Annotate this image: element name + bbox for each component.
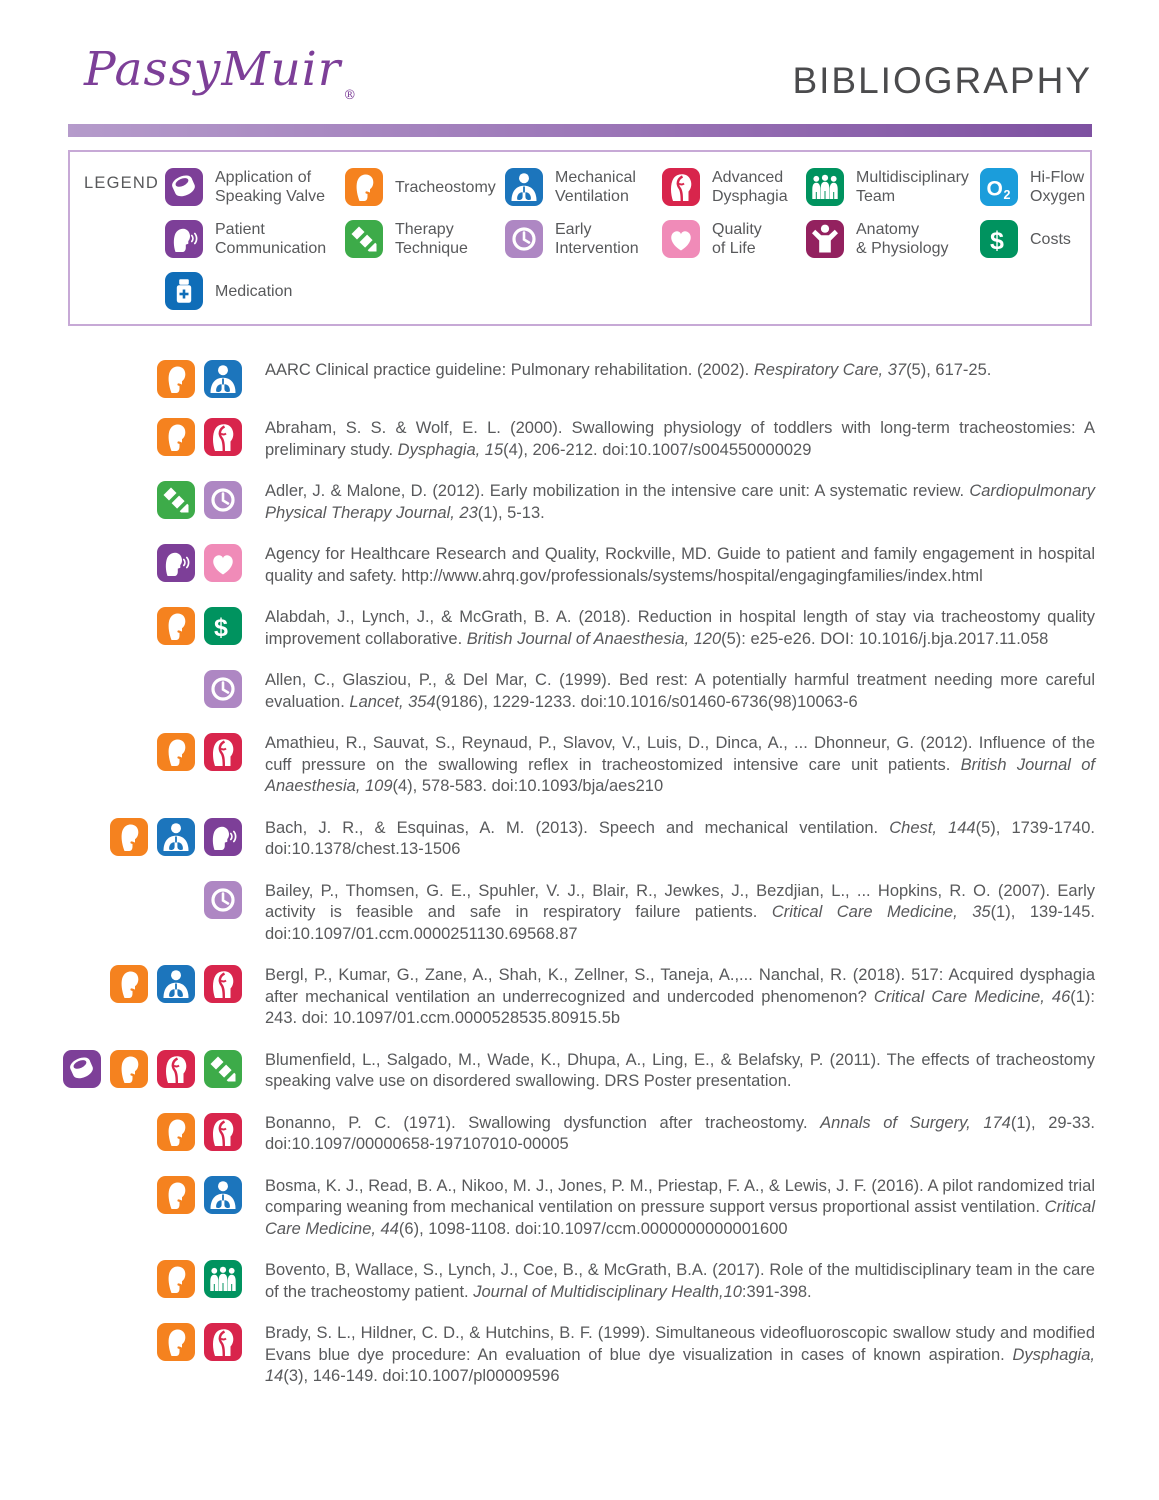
bibliography-entry: [0, 1176, 1159, 1241]
patient-communication-icon: [165, 220, 203, 258]
therapy-technique-icon: [204, 1050, 242, 1088]
citation-text: Agency for Healthcare Research and Quality, Rockville, MD. Guide to patient and family engagement in hospital quality and safety. http://www.ahrq.gov/professionals/systems/hospital/engagingfamilies/index.html: [265, 545, 1095, 585]
advanced-dysphagia-icon: [204, 418, 242, 456]
legend-item-advanced-dysphagia: [662, 168, 788, 206]
legend-item-label: Early Intervention: [555, 221, 639, 257]
advanced-dysphagia-icon: [204, 1113, 242, 1151]
legend-item-label: Application of Speaking Valve: [215, 169, 325, 205]
citation-text: AARC Clinical practice guideline: Pulmonary rehabilitation. (2002). Respiratory Care, 37(5), 617-25.: [265, 361, 992, 379]
entry-icons: [60, 481, 242, 519]
bibliography-entry: [0, 481, 1159, 524]
mechanical-ventilation-icon: [204, 1176, 242, 1214]
legend-item-speaking-valve: [165, 168, 325, 206]
anatomy-physiology-icon: [806, 220, 844, 258]
early-intervention-icon: [204, 881, 242, 919]
legend-item-early-intervention: [505, 220, 639, 258]
legend-item-label: Mechanical Ventilation: [555, 169, 636, 205]
svg-text:2: 2: [1003, 188, 1011, 202]
bibliography-entry: [0, 1113, 1159, 1156]
multidisciplinary-team-icon: [806, 168, 844, 206]
patient-communication-icon: [157, 544, 195, 582]
advanced-dysphagia-icon: [662, 168, 700, 206]
costs-icon: [204, 607, 242, 645]
legend-item-label: Medication: [215, 282, 293, 300]
legend-item-tracheostomy: [345, 168, 496, 206]
citation-text: Bach, J. R., & Esquinas, A. M. (2013). Speech and mechanical ventilation. Chest, 144(5), 1739-1740. doi:10.1378/chest.13-1506: [265, 818, 1095, 858]
tracheostomy-icon: [157, 1176, 195, 1214]
bibliography-entry: [0, 544, 1159, 587]
bibliography-entry: [0, 733, 1159, 798]
speaking-valve-icon: [63, 1050, 101, 1088]
bibliography-entry: [0, 881, 1159, 946]
tracheostomy-icon: [157, 360, 195, 398]
tracheostomy-icon: [157, 733, 195, 771]
citation-text: Bailey, P., Thomsen, G. E., Spuhler, V. J., Blair, R., Jewkes, J., Bezdjian, L., ... Hopkins, R. O. (2007). Early activity is feasible and safe in respiratory failure patients. Critical Care Medicine, 35(1), 139-145. doi:10.1097/01.ccm.0000251130.69568.87: [265, 881, 1095, 943]
therapy-technique-icon: [345, 220, 383, 258]
logo-text: PassyMuir: [84, 42, 342, 97]
legend-item-label: Quality of Life: [712, 221, 762, 257]
bibliography-entry: [0, 1050, 1159, 1093]
tracheostomy-icon: [157, 1260, 195, 1298]
citation-text: Alabdah, J., Lynch, J., & McGrath, B. A. (2018). Reduction in hospital length of stay via tracheostomy quality improvement collaborative. British Journal of Anaesthesia, 120(5): e25-e26. DOI: 10.1016/j.bja.2017.11.058: [265, 608, 1095, 648]
svg-text:$: $: [214, 614, 228, 642]
citation-text: Bonanno, P. C. (1971). Swallowing dysfunction after tracheostomy. Annals of Surgery, 174(1), 29-33. doi:10.1097/00000658-197107010-00005: [265, 1113, 1095, 1153]
costs-icon: [980, 220, 1018, 258]
legend-item-patient-communication: [165, 220, 326, 258]
entry-icons: [60, 418, 242, 456]
citation-text: Bergl, P., Kumar, G., Zane, A., Shah, K., Zellner, S., Taneja, A.,... Nanchal, R. (2018). 517: Acquired dysphagia after mechanical ventilation an underrecognized and undercoded phenomenon? Critical Care Medicine, 46(1): 243. doi: 10.1097/01.ccm.0000528535.80915.5b: [265, 966, 1095, 1027]
legend-item-label: Anatomy & Physiology: [856, 221, 949, 257]
entry-icons: [60, 1050, 242, 1088]
bibliography-entry: [0, 418, 1159, 461]
legend-item-label: Therapy Technique: [395, 221, 468, 257]
medication-icon: [165, 272, 203, 310]
legend-item-costs: [980, 220, 1071, 258]
therapy-technique-icon: [157, 481, 195, 519]
citation-text: Abraham, S. S. & Wolf, E. L. (2000). Swallowing physiology of toddlers with long-term tracheostomies: A preliminary study. Dysphagia, 15(4), 206-212. doi:10.1007/s004550000029: [265, 419, 1095, 459]
legend-box: [68, 150, 1092, 326]
divider-bar: [68, 124, 1092, 137]
tracheostomy-icon: [157, 607, 195, 645]
entry-icons: [60, 965, 242, 1003]
entry-icons: [60, 1176, 242, 1214]
entry-icons: [60, 818, 242, 856]
entry-icons: [60, 544, 242, 582]
legend-label: LEGEND: [84, 174, 160, 192]
legend-item-hi-flow-oxygen: [980, 168, 1085, 206]
entry-icons: [60, 1323, 242, 1361]
entry-icons: [60, 607, 242, 645]
mechanical-ventilation-icon: [505, 168, 543, 206]
passy-muir-logo: [84, 42, 357, 103]
mechanical-ventilation-icon: [157, 818, 195, 856]
multidisciplinary-team-icon: [204, 1260, 242, 1298]
tracheostomy-icon: [110, 1050, 148, 1088]
advanced-dysphagia-icon: [204, 733, 242, 771]
legend-item-therapy-technique: [345, 220, 468, 258]
legend-item-label: Costs: [1030, 230, 1071, 248]
tracheostomy-icon: [110, 818, 148, 856]
entry-icons: [60, 360, 242, 398]
bibliography-list: [0, 360, 1159, 1408]
bibliography-entry: [0, 670, 1159, 713]
legend-item-anatomy-physiology: [806, 220, 949, 258]
advanced-dysphagia-icon: [204, 965, 242, 1003]
tracheostomy-icon: [157, 418, 195, 456]
legend-item-medication: [165, 272, 292, 310]
bibliography-entry: [0, 965, 1159, 1030]
legend-item-quality-of-life: [662, 220, 762, 258]
bibliography-entry: [0, 1260, 1159, 1303]
early-intervention-icon: [204, 670, 242, 708]
svg-text:O: O: [986, 177, 1003, 201]
bibliography-entry: [0, 1323, 1159, 1388]
tracheostomy-icon: [157, 1323, 195, 1361]
bibliography-entry: [0, 818, 1159, 861]
legend-item-mechanical-ventilation: [505, 168, 636, 206]
early-intervention-icon: [505, 220, 543, 258]
bibliography-entry: [0, 360, 1159, 398]
tracheostomy-icon: [345, 168, 383, 206]
citation-text: Adler, J. & Malone, D. (2012). Early mobilization in the intensive care unit: A systematic review. Cardiopulmonary Physical Therapy Journal, 23(1), 5-13.: [265, 482, 1095, 522]
legend-item-label: Advanced Dysphagia: [712, 169, 788, 205]
citation-text: Allen, C., Glasziou, P., & Del Mar, C. (1999). Bed rest: A potentially harmful treatment needing more careful evaluation. Lancet, 354(9186), 1229-1233. doi:10.1016/s01460-6736(98)10063-6: [265, 671, 1095, 711]
tracheostomy-icon: [157, 1113, 195, 1151]
advanced-dysphagia-icon: [204, 1323, 242, 1361]
citation-text: Amathieu, R., Sauvat, S., Reynaud, P., Slavov, V., Luis, D., Dinca, A., ... Dhonneur, G. (2012). Influence of the cuff pressure on the swallowing reflex in tracheostomized intensive care unit patients. British Journal of Anaesthesia, 109(4), 578-583. doi:10.1093/bja/aes210: [265, 734, 1095, 795]
speaking-valve-icon: [165, 168, 203, 206]
legend-item-label: Multidisciplinary Team: [856, 169, 969, 205]
entry-icons: [60, 733, 242, 771]
tracheostomy-icon: [110, 965, 148, 1003]
svg-text:$: $: [990, 227, 1004, 255]
mechanical-ventilation-icon: [204, 360, 242, 398]
legend-item-label: Hi-Flow Oxygen: [1030, 169, 1086, 205]
quality-of-life-icon: [662, 220, 700, 258]
entry-icons: [60, 1260, 242, 1298]
legend-item-label: Patient Communication: [215, 221, 327, 257]
hi-flow-oxygen-icon: [980, 168, 1018, 206]
mechanical-ventilation-icon: [157, 965, 195, 1003]
legend-item-multidisciplinary-team: [806, 168, 969, 206]
quality-of-life-icon: [204, 544, 242, 582]
advanced-dysphagia-icon: [157, 1050, 195, 1088]
legend-item-label: Tracheostomy: [395, 178, 496, 196]
entry-icons: [60, 881, 242, 919]
registered-mark-icon: ®: [343, 88, 358, 103]
patient-communication-icon: [204, 818, 242, 856]
page-title: BIBLIOGRAPHY: [792, 60, 1092, 101]
citation-text: Bosma, K. J., Read, B. A., Nikoo, M. J., Jones, P. M., Priestap, F. A., & Lewis, J. F. (2016). A pilot randomized trial comparing weaning from mechanical ventilation on pressure support versus proportional assist ventilation. Critical Care Medicine, 44(6), 1098-1108. doi:10.1097/ccm.0000000000001600: [265, 1176, 1095, 1238]
citation-text: Blumenfield, L., Salgado, M., Wade, K., Dhupa, A., Ling, E., & Belafsky, P. (2011). The effects of tracheostomy speaking valve use on disordered swallowing. DRS Poster presentation.: [265, 1050, 1095, 1090]
bibliography-entry: [0, 607, 1159, 650]
citation-text: Brady, S. L., Hildner, C. D., & Hutchins, B. F. (1999). Simultaneous videofluoroscopic swallow study and modified Evans blue dye procedure: An evaluation of blue dye visualization in cases of known aspiration. Dysphagia, 14(3), 146-149. doi:10.1007/pl00009596: [265, 1324, 1095, 1385]
entry-icons: [60, 1113, 242, 1151]
entry-icons: [60, 670, 242, 708]
citation-text: Bovento, B, Wallace, S., Lynch, J., Coe, B., & McGrath, B.A. (2017). Role of the multidisciplinary team in the care of the tracheostomy patient. Journal of Multidisciplinary Health,10:391-398.: [265, 1261, 1095, 1301]
early-intervention-icon: [204, 481, 242, 519]
